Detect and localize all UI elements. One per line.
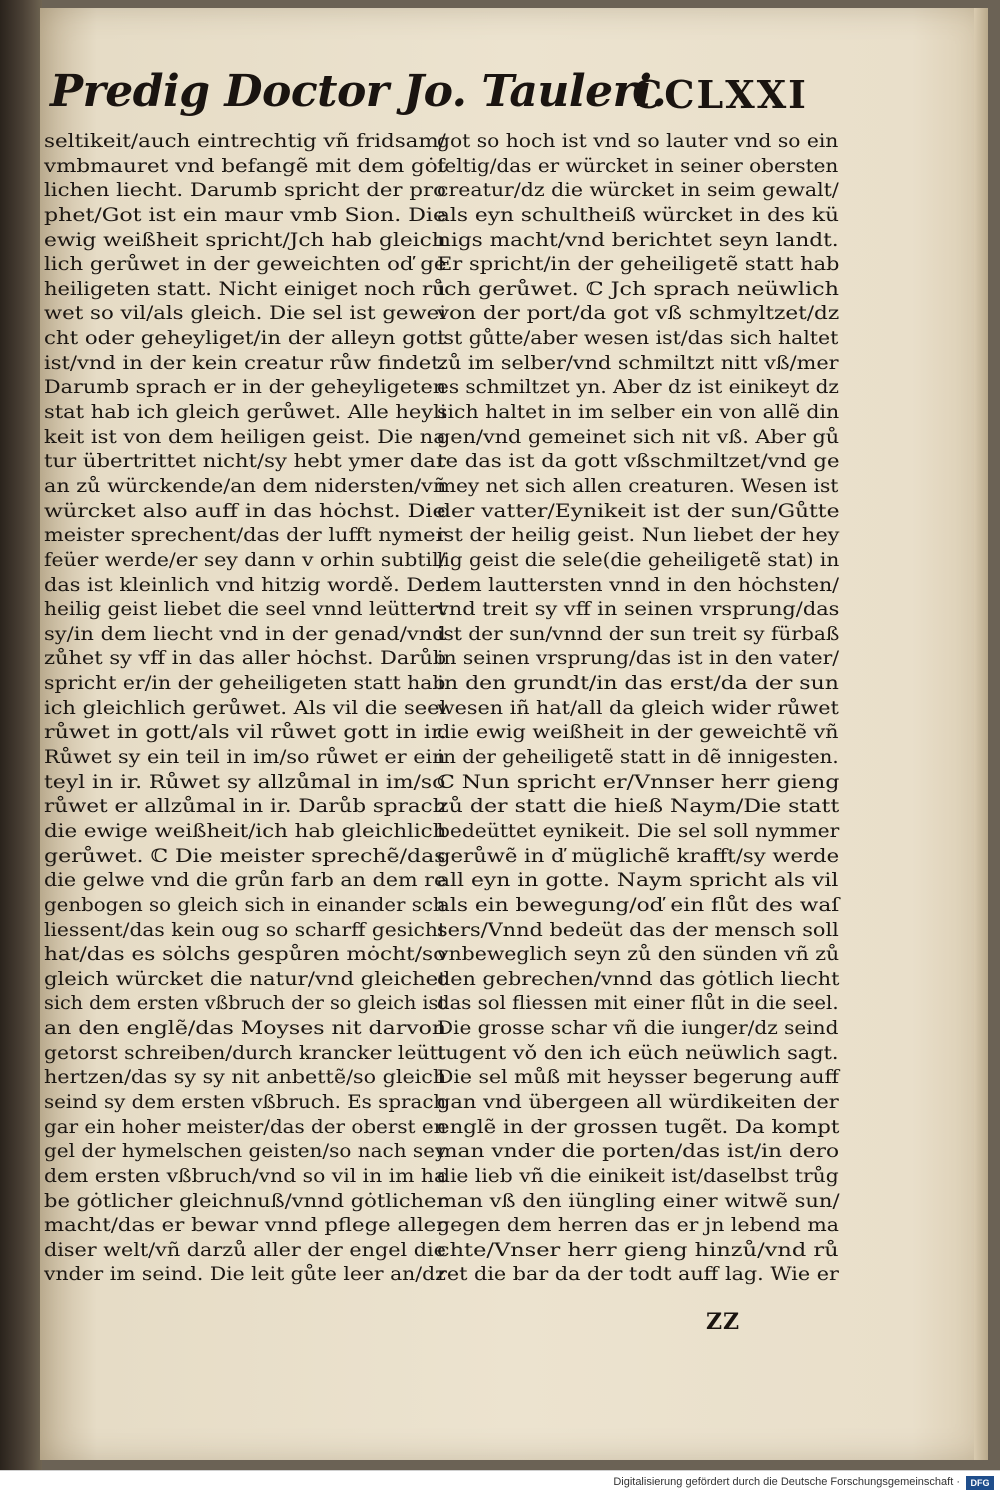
text-line: gegen dem herren das er jn lebend ma [437,1215,839,1237]
text-line: feüer werde/er sey dann v orhin subtil/ [44,549,446,571]
text-line: heilig geist liebet die seel vnnd leüttert [44,599,447,621]
text-line: Růwet sy ein teil in im/so růwet er ein [44,747,446,769]
text-line: teyl in ir. Růwet sy allzůmal in im/so [44,771,446,793]
text-line: die lieb vñ die einikeit ist/daselbst trůg [437,1165,839,1187]
text-line: te das ist da gott vßschmiltzet/vnd ge [437,451,840,473]
text-line: würcket also auff in das hȯchst. Die [44,500,446,522]
text-line: gen/vnd gemeinet sich nit vß. Aber gů [437,426,840,448]
text-line: Die grosse schar vñ die iunger/dz seind [437,1018,839,1040]
text-line: das sol fliessen mit einer flůt in die seel. [437,993,839,1015]
text-line: an zů würckende/an dem nidersten/vñ [44,475,447,497]
text-line: lich gerůwet in der geweichten oď ge [44,254,447,276]
text-line: nigs macht/vnd berichtet seyn landt. [437,229,839,251]
text-line: mey net sich allen creaturen. Wesen ist [437,475,839,497]
text-line: das ist kleinlich vnd hitzig wordě. Der [44,574,446,596]
text-line: ich gerůwet. ℂ Jch sprach neüwlich [437,278,839,300]
text-line: gel der hymelschen geisten/so nach sey [44,1141,447,1163]
text-line: cht oder geheyliget/in der alleyn gott [44,328,446,350]
signature-mark: ZZ [706,1309,741,1335]
text-line: seind sy dem ersten vßbruch. Es sprach [44,1091,447,1113]
text-line: tur übertrittet nicht/sy hebt ymer dar [44,451,447,473]
text-line: in der geheiligetẽ statt in dẽ innigesten. [437,747,839,769]
text-line: als ein bewegung/oď ein flůt des waſ [437,894,840,916]
text-line: růwet in gott/als vil růwet gott in ir. [44,722,447,744]
text-line: sich dem ersten vßbruch der so gleich ist [44,993,447,1015]
text-line: gerůwet. ℂ Die meister sprechẽ/das [44,845,446,867]
text-line: in seinen vrsprung/das ist in den vater/ [437,648,840,670]
left-text-column [44,130,449,1288]
text-line: ist/vnd in der kein creatur růw findet. [44,352,447,374]
text-line: hertzen/das sy sy nit anbettẽ/so gleich [44,1067,447,1089]
text-line: die ewige weißheit/ich hab gleichlich [44,820,447,842]
text-line: feltig/das er würcket in seiner obersten [437,155,839,177]
dfg-logo-icon: DFG [966,1476,994,1490]
text-line: seltikeit/auch eintrechtig vñ fridsam/ [44,131,446,152]
text-line: vmbmauret vnd befangẽ mit dem gȯt [44,155,447,177]
text-line: phet/Got ist ein maur vmb Sion. Die [44,204,447,226]
text-line: man vß den iüngling einer witwẽ sun/ [437,1190,840,1212]
text-line: stat hab ich gleich gerůwet. Alle heyli [44,402,447,424]
page-edge [974,8,988,1460]
text-line: englẽ in der grossen tugẽt. Da kompt [437,1116,840,1138]
text-line: spricht er/in der geheiligeten statt hab [44,673,446,695]
text-line: all eyn in gotte. Naym spricht als vil [437,870,839,892]
text-line: gar ein hoher meister/das der oberst en [44,1116,447,1138]
text-line: der vatter/Eynikeit ist der sun/Gůtte [437,500,840,522]
text-line: tugent vǒ den ich eüch neüwlich sagt. [437,1042,839,1064]
text-line: ewig weißheit spricht/Jch hab gleich [44,229,446,251]
text-line: gleich würcket die natur/vnd gleichet [44,968,447,990]
text-line: vnd treit sy vff in seinen vrsprung/das [437,599,840,621]
running-title: Predig Doctor Jo. Tauleri. [50,66,667,117]
text-line: ist gůtte/aber wesen ist/das sich haltet [437,328,839,350]
text-line: es schmiltzet yn. Aber dz ist einikeyt dz [437,377,839,399]
text-line: zů der statt die hieß Naym/Die statt [437,796,840,818]
text-line: wesen iñ hat/all da gleich wider růwet [437,697,839,719]
text-line: ist der sun/vnnd der sun treit sy fürbaß [437,623,840,645]
book-spine [0,0,42,1470]
text-line: getorst schreiben/durch krancker leütt [44,1042,446,1064]
text-line: die ewig weißheit in der geweichtẽ vñ [437,722,839,744]
funding-credit: Digitalisierung gefördert durch die Deutsche Forschungsgemeinschaft · [613,1476,960,1488]
text-line: wet so vil/als gleich. Die sel ist gewei [44,303,447,325]
text-line: meister sprechent/das der lufft nymer [44,525,446,547]
text-line: in den grundt/in das erst/da der sun [437,673,839,695]
text-line: den gebrechen/vnnd das gȯtlich liecht [437,968,840,990]
text-line: liessent/das kein oug so scharff gesicht [44,919,446,941]
text-line: ret die bar da der todt auff lag. Wie er [437,1264,839,1286]
text-line: macht/das er bewar vnnd pflege aller [44,1215,447,1237]
text-line: dem ersten vßbruch/vnd so vil in im ha [44,1165,447,1187]
text-line: hat/das es sȯlchs gespůren mȯcht/so [44,944,447,966]
text-line: růwet er allzůmal in ir. Darůb sprach [44,796,447,818]
footer-bar [0,1470,1000,1496]
text-line: chte/Vnser herr gieng hinzů/vnd rů [437,1239,839,1261]
text-line: vnder im seind. Die leit gůte leer an/dz [44,1264,446,1286]
text-line: von der port/da got vß schmyltzet/dz [437,303,840,325]
text-line: gerůwẽ in ď müglichẽ krafft/sy werde [437,845,840,867]
folio-number: CCLXXI [632,72,808,117]
text-line: ℂ Nun spricht er/Vnnser herr gieng [437,771,840,793]
text-line: lig geist die sele(die geheiligetẽ stat) in [437,549,840,571]
text-line: sy/in dem liecht vnd in der genad/vnd [44,623,446,645]
text-line: lichen liecht. Darumb spricht der pro [44,180,446,202]
text-line: dem lauttersten vnnd in den hȯchsten/ [437,574,840,596]
text-line: ist der heilig geist. Nun liebet der hey [437,525,840,547]
text-line: bedeüttet eynikeit. Die sel soll nymmer [437,820,840,842]
text-line: sich haltet in im selber ein von allẽ din [437,402,840,424]
text-line: heiligeten statt. Nicht einiget noch rů [44,278,446,300]
text-line: vnbeweglich seyn zů den sünden vñ zů [437,944,840,966]
text-line: als eyn schultheiß würcket in des kü [437,204,840,226]
text-line: ich gleichlich gerůwet. Als vil die seel [44,697,447,719]
text-line: Die sel můß mit heysser begerung auff [437,1067,840,1089]
text-line: gan vnd übergeen all würdikeiten der [437,1091,839,1113]
text-line: an den englẽ/das Moyses nit darvon [44,1018,447,1040]
text-line: creatur/dz die würcket in seim gewalt/ [437,180,839,202]
right-text-column [437,130,842,1288]
text-line: genbogen so gleich sich in einander sch [44,894,446,916]
text-line: die gelwe vnd die grůn farb an dem re [44,870,447,892]
text-line: Darumb sprach er in der geheyligeten [44,377,447,399]
text-line: sers/Vnnd bedeüt das der mensch soll [437,919,839,941]
text-line: zů im selber/vnd schmiltzt nitt vß/mer [437,352,839,374]
text-line: Er spricht/in der geheiligetẽ statt hab [437,254,840,276]
text-line: zůhet sy vff in das aller hȯchst. Darůb [44,648,447,670]
text-line: be gȯtlicher gleichnuß/vnnd gȯtlicher [44,1190,447,1212]
text-line: keit ist von dem heiligen geist. Die na [44,426,446,448]
text-line: diser welt/vñ darzů aller der engel die [44,1239,446,1261]
text-line: man vnder die porten/das ist/in dero [437,1141,840,1163]
text-line: got so hoch ist vnd so lauter vnd so ein [437,131,839,152]
